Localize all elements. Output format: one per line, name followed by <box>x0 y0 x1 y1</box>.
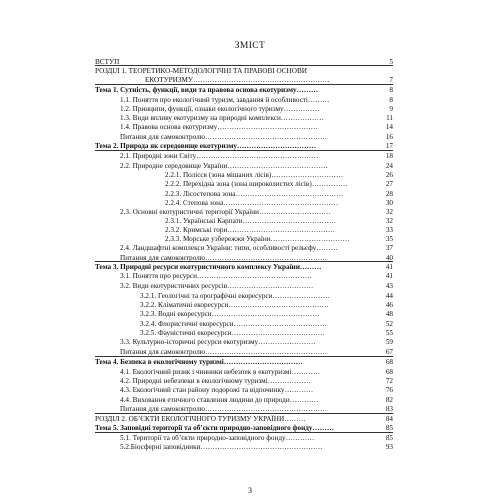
toc-entry-title: Тема 1. Сутність, функції, види та правова основа екотуризму……… <box>95 86 319 94</box>
toc-entry-page: 28 <box>385 190 393 198</box>
toc-entry-title: 1.1. Поняття про екологічний туризм, завдання й особливості……… <box>120 96 330 104</box>
section-divider <box>95 150 393 151</box>
toc-entry-title: 3.2.3. Водні екоресурси……………………………………… <box>140 310 320 318</box>
toc-entry-title: Тема 3. Природні ресурси екотуристичного комплексу України……… <box>95 263 322 271</box>
toc-entry-page: 8 <box>389 86 393 94</box>
toc-topic-entry <box>95 85 393 95</box>
toc-entry-page: 18 <box>385 152 393 160</box>
toc-entry-page: 59 <box>385 338 393 346</box>
toc-entry-page: 26 <box>385 171 393 179</box>
toc-entry-title: 2.2. Природне середовище України…………………………………… <box>120 162 328 170</box>
toc-entry-title: Тема 2. Природа як середовище екотуризму…………………………… <box>95 142 317 150</box>
toc-entry <box>95 385 393 395</box>
toc-entry <box>95 122 393 132</box>
toc-entry-page: 11 <box>386 114 393 122</box>
toc-entry-page: 32 <box>385 217 393 225</box>
toc-entry-title: 1.2. Принципи, функції, ознаки екологічного туризму…………… <box>120 105 320 113</box>
toc-entry-title: Тема 5. Заповідні території та об’єкти природно-заповідного фонду……… <box>95 424 335 432</box>
toc-entry <box>95 271 393 281</box>
toc-entry-title: 2.2.3. Лісостепова зона……………………………………… <box>165 190 344 198</box>
toc-entry-page: 85 <box>385 434 393 442</box>
toc-entry-page: 41 <box>385 263 393 271</box>
toc-entry-page: 43 <box>385 282 393 290</box>
toc-entry-page: 68 <box>385 358 393 366</box>
toc-entry-page: 40 <box>385 254 393 262</box>
toc-entry-page: 85 <box>385 424 393 432</box>
toc-entry <box>95 179 393 189</box>
toc-entry-title: 5.2.Біосферні заповідники…………………………………………… <box>120 443 323 451</box>
toc-entry-page: 76 <box>385 386 393 394</box>
toc-entry-title: 2.2.4. Степова зона………………………………………… <box>165 199 339 207</box>
toc-entry-title: Питання для самоконтролю…………………………………………… <box>120 405 328 413</box>
toc-entry-title: 3.2. Види екотуристичних ресурсів……………………………… <box>120 282 314 290</box>
section-divider <box>95 356 393 357</box>
page-number: 3 <box>248 486 252 495</box>
toc-entry-page: 7 <box>389 76 393 84</box>
toc-entry-page: 52 <box>385 320 393 328</box>
toc-entry-page: 16 <box>385 133 393 141</box>
toc-entry <box>95 309 393 319</box>
toc-entry-title: 3.2.5. Фауністичні екоресурси………………………………… <box>140 329 325 337</box>
toc-entry-page: 83 <box>385 405 393 413</box>
toc-entry-page: 55 <box>385 329 393 337</box>
toc-entry-title: 3.2.2. Кліматичні екоресурси…………………………………… <box>140 301 329 309</box>
toc-entry-title: 4.4. Виховання етичного ставлення людини до природи………… <box>120 396 319 404</box>
toc-entry-page: 37 <box>385 244 393 252</box>
toc-entry-page: 17 <box>385 142 393 150</box>
toc-entry-title: Питання для самоконтролю…………………………………………… <box>120 254 328 262</box>
toc-entry-page: 82 <box>385 396 393 404</box>
toc-entry-title: Тема 4. Безпека в екологічному туризмі…………………………… <box>95 358 303 366</box>
toc-entry-page: 32 <box>385 208 393 216</box>
toc-entry-title: 2.3.3. Морське узбережжя України…………………………… <box>165 235 350 243</box>
section-divider <box>95 65 393 66</box>
toc-entry-title: 2.3.2. Кримські гори……………………………………… <box>165 226 336 234</box>
section-divider <box>95 261 393 262</box>
toc-entry-page: 30 <box>385 199 393 207</box>
section-divider <box>95 432 393 433</box>
toc-entry <box>95 243 393 253</box>
toc-entry-page: 5 <box>389 58 393 66</box>
page-heading: ЗМІСТ <box>234 41 266 51</box>
toc-entry-title: 3.1. Поняття про ресурси………………………………………… <box>120 272 312 280</box>
toc-entry-title: 1.3. Види впливу екотуризму на природні комплекси……………… <box>120 114 324 122</box>
toc-entry-title: 3.2.1. Геологічні та орографічні екоресурси…………………… <box>140 292 330 300</box>
section-divider <box>95 413 393 414</box>
toc-entry-page: 72 <box>385 377 393 385</box>
toc-entry-title: 4.1. Екологічний ризик і чинники небезпек в екотуризмі………… <box>120 368 321 376</box>
toc-entry-title: 2.2.2. Перехідна зона (зона широколистих лісів)…………… <box>165 180 348 188</box>
toc-entry-title: ВСТУП <box>95 58 120 66</box>
toc-entry-page: 41 <box>385 272 393 280</box>
toc-entry-title: 4.2. Природні небезпеки в екологічному туризмі……………… <box>120 377 311 385</box>
toc-entry-page: 84 <box>385 415 393 423</box>
toc-entry-page: 24 <box>385 162 393 170</box>
toc-entry-page: 9 <box>389 105 393 113</box>
toc-entry-page: 44 <box>385 292 393 300</box>
toc-entry-title: 2.3.1. Українські Карпати………………………………… <box>165 217 337 225</box>
toc-entry <box>95 442 393 452</box>
toc-entry-page: 14 <box>385 123 393 131</box>
toc-entry-title: 3.2.4. Флористичні екоресурси………………………………… <box>140 320 327 328</box>
toc-entry-title: 1.4. Правова основа екотуризму…………………………………… <box>120 123 318 131</box>
toc-entry-title: 2.3. Основні екотуристичні території України………………………… <box>120 208 331 216</box>
toc-entry <box>95 151 393 161</box>
toc-entry-title: ЕКОТУРИЗМУ………………………………………………… <box>145 76 330 84</box>
toc-entry-page: 93 <box>385 443 393 451</box>
toc-entry-page: 8 <box>389 96 393 104</box>
toc-entry <box>95 337 393 347</box>
section-divider <box>95 84 393 85</box>
toc-entry-page: 35 <box>385 235 393 243</box>
toc-entry-title: РОЗДІЛ 1. ТЕОРЕТИКО-МЕТОДОЛОГІЧНІ ТА ПРАВОВІ ОСНОВИ <box>95 67 307 75</box>
toc-entry-title: РОЗДІЛ 2. ОБ’ЄКТИ ЕКОЛОГІЧНОГО ТУРИЗМУ УКРАЇНИ……… <box>95 415 306 423</box>
toc-entry-page: 33 <box>385 226 393 234</box>
toc-entry <box>95 281 393 291</box>
toc-entry-title: 2.4. Ландшафтні комплекси України: типи, особливості рельєфу……… <box>120 244 338 252</box>
toc-entry-title: 5.1. Території та об’єкти природно-заповідного фонду………… <box>120 434 315 442</box>
toc-topic-entry <box>95 357 393 367</box>
toc-entry-page: 68 <box>385 368 393 376</box>
toc-entry-page: 48 <box>385 310 393 318</box>
toc-entry-title: 4.3. Екологічний стан району подорожі та відпочинку………… <box>120 386 314 394</box>
toc-entry-title: 2.2.1. Полісся (зона мішаних лісів)………………………… <box>165 171 344 179</box>
toc-entry-page: 46 <box>385 301 393 309</box>
toc-entry-title: 3.3. Культурно-історичні ресурси екотуризму…………………… <box>120 338 316 346</box>
toc-entry-title: Питання для самоконтролю…………………………………………… <box>120 348 328 356</box>
toc-entry-page: 27 <box>385 180 393 188</box>
toc-entry-page: 67 <box>385 348 393 356</box>
toc-entry-title: Питання для самоконтролю…………………………………………… <box>120 133 328 141</box>
toc-entry-title: 2.1. Природні зони Світу…………………………………………… <box>120 152 319 160</box>
